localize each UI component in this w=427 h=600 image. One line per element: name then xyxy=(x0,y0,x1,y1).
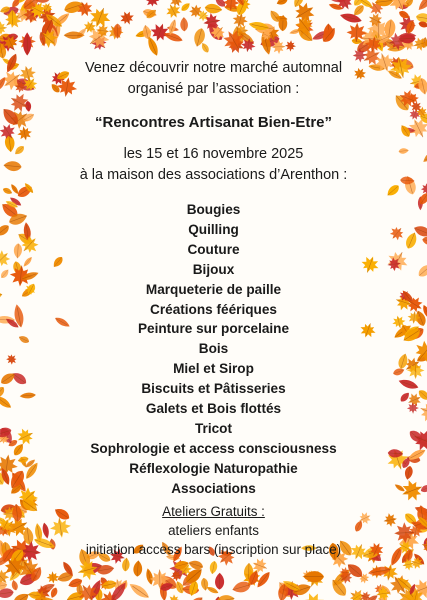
leaf-decoration xyxy=(18,334,31,344)
flyer-content xyxy=(40,58,387,559)
leaf-decoration xyxy=(17,456,29,464)
leaf-decoration xyxy=(417,399,427,426)
leaf-decoration xyxy=(200,577,209,591)
leaf-decoration xyxy=(4,352,19,367)
stand-item: Bougies xyxy=(186,202,241,217)
leaf-decoration xyxy=(3,160,22,172)
leaf-decoration xyxy=(23,32,31,55)
leaf-decoration xyxy=(142,0,163,10)
leaf-decoration xyxy=(385,183,401,199)
leaf-decoration xyxy=(416,0,427,13)
leaf-decoration xyxy=(163,1,183,21)
leaf-decoration xyxy=(397,377,419,391)
event-dates xyxy=(40,144,387,186)
stand-item: Bois xyxy=(198,341,229,357)
leaf-decoration xyxy=(387,223,407,243)
leaf-decoration xyxy=(168,594,181,600)
leaf-decoration xyxy=(16,125,33,142)
dates-line-1: les 15 et 16 novembre 2025 xyxy=(123,146,304,162)
leaf-decoration xyxy=(127,581,151,600)
leaf-decoration xyxy=(180,1,192,12)
intro-line-2: organisé par l’association : xyxy=(127,81,300,97)
leaf-decoration xyxy=(180,17,188,31)
leaf-decoration xyxy=(187,594,205,600)
leaf-decoration xyxy=(46,571,60,584)
ateliers-section xyxy=(40,502,387,559)
intro-line-1: Venez découvrir notre marché automnal xyxy=(84,60,343,76)
ateliers-heading: Ateliers Gratuits : xyxy=(162,503,265,519)
leaf-decoration xyxy=(398,147,409,154)
stand-item: Quilling xyxy=(188,221,239,237)
leaf-decoration xyxy=(407,402,419,414)
leaf-decoration xyxy=(0,393,13,410)
leaf-decoration xyxy=(163,30,184,44)
leaf-decoration xyxy=(216,593,236,600)
event-title: “Rencontres Artisanat Bien-Etre” xyxy=(95,114,332,131)
intro-text xyxy=(40,58,387,100)
leaf-decoration xyxy=(420,483,427,494)
stand-item: Peinture sur porcelaine xyxy=(137,321,290,337)
stand-item: Bijoux xyxy=(192,261,235,277)
leaf-decoration xyxy=(20,392,37,399)
stand-item: Réflexologie Naturopathie xyxy=(129,460,298,476)
leaf-decoration xyxy=(2,186,13,195)
leaf-decoration xyxy=(394,483,406,493)
leaf-decoration xyxy=(404,231,419,251)
leaf-decoration xyxy=(422,235,427,246)
stand-item: Marqueterie de paille xyxy=(145,281,282,297)
leaf-decoration xyxy=(392,367,405,377)
stand-item: Créations féériques xyxy=(150,301,277,317)
stand-item: Miel et Sirop xyxy=(173,361,254,377)
atelier-item-access-bars: initiation access bars (inscription sur place) xyxy=(85,541,342,557)
leaf-decoration xyxy=(141,24,152,40)
leaf-decoration xyxy=(421,147,427,164)
stand-list xyxy=(40,200,387,499)
leaf-decoration xyxy=(209,560,219,574)
leaf-decoration xyxy=(0,21,7,35)
leaf-decoration xyxy=(0,247,14,271)
leaf-decoration xyxy=(215,573,224,590)
leaf-decoration xyxy=(118,9,137,27)
stand-item: Tricot xyxy=(194,420,232,436)
leaf-decoration xyxy=(133,560,143,577)
leaf-decoration xyxy=(121,557,130,571)
leaf-decoration xyxy=(416,262,427,280)
leaf-decoration xyxy=(0,223,11,239)
leaf-decoration xyxy=(11,579,19,591)
leaf-decoration xyxy=(399,391,411,404)
leaf-decoration xyxy=(11,590,31,600)
leaf-decoration xyxy=(285,40,297,52)
stand-item: Sophrologie et access consciousness xyxy=(90,440,337,456)
leaf-decoration xyxy=(14,425,36,448)
leaf-decoration xyxy=(384,247,412,275)
leaf-decoration xyxy=(22,256,34,269)
leaf-decoration xyxy=(13,144,26,156)
stand-item: Biscuits et Pâtisseries xyxy=(141,381,286,397)
venue-line: à la maison des associations d’Arenthon : xyxy=(79,167,348,183)
atelier-item-kids: ateliers enfants xyxy=(168,522,259,538)
stand-item: Couture xyxy=(187,241,240,257)
leaf-decoration xyxy=(145,568,155,586)
leaf-decoration xyxy=(13,243,22,258)
stand-item: Associations xyxy=(171,480,256,496)
leaf-decoration xyxy=(200,42,211,54)
leaf-decoration xyxy=(0,291,3,300)
stand-item: Galets et Bois flottés xyxy=(145,401,282,417)
leaf-decoration xyxy=(0,268,10,280)
leaf-decoration xyxy=(276,0,289,7)
